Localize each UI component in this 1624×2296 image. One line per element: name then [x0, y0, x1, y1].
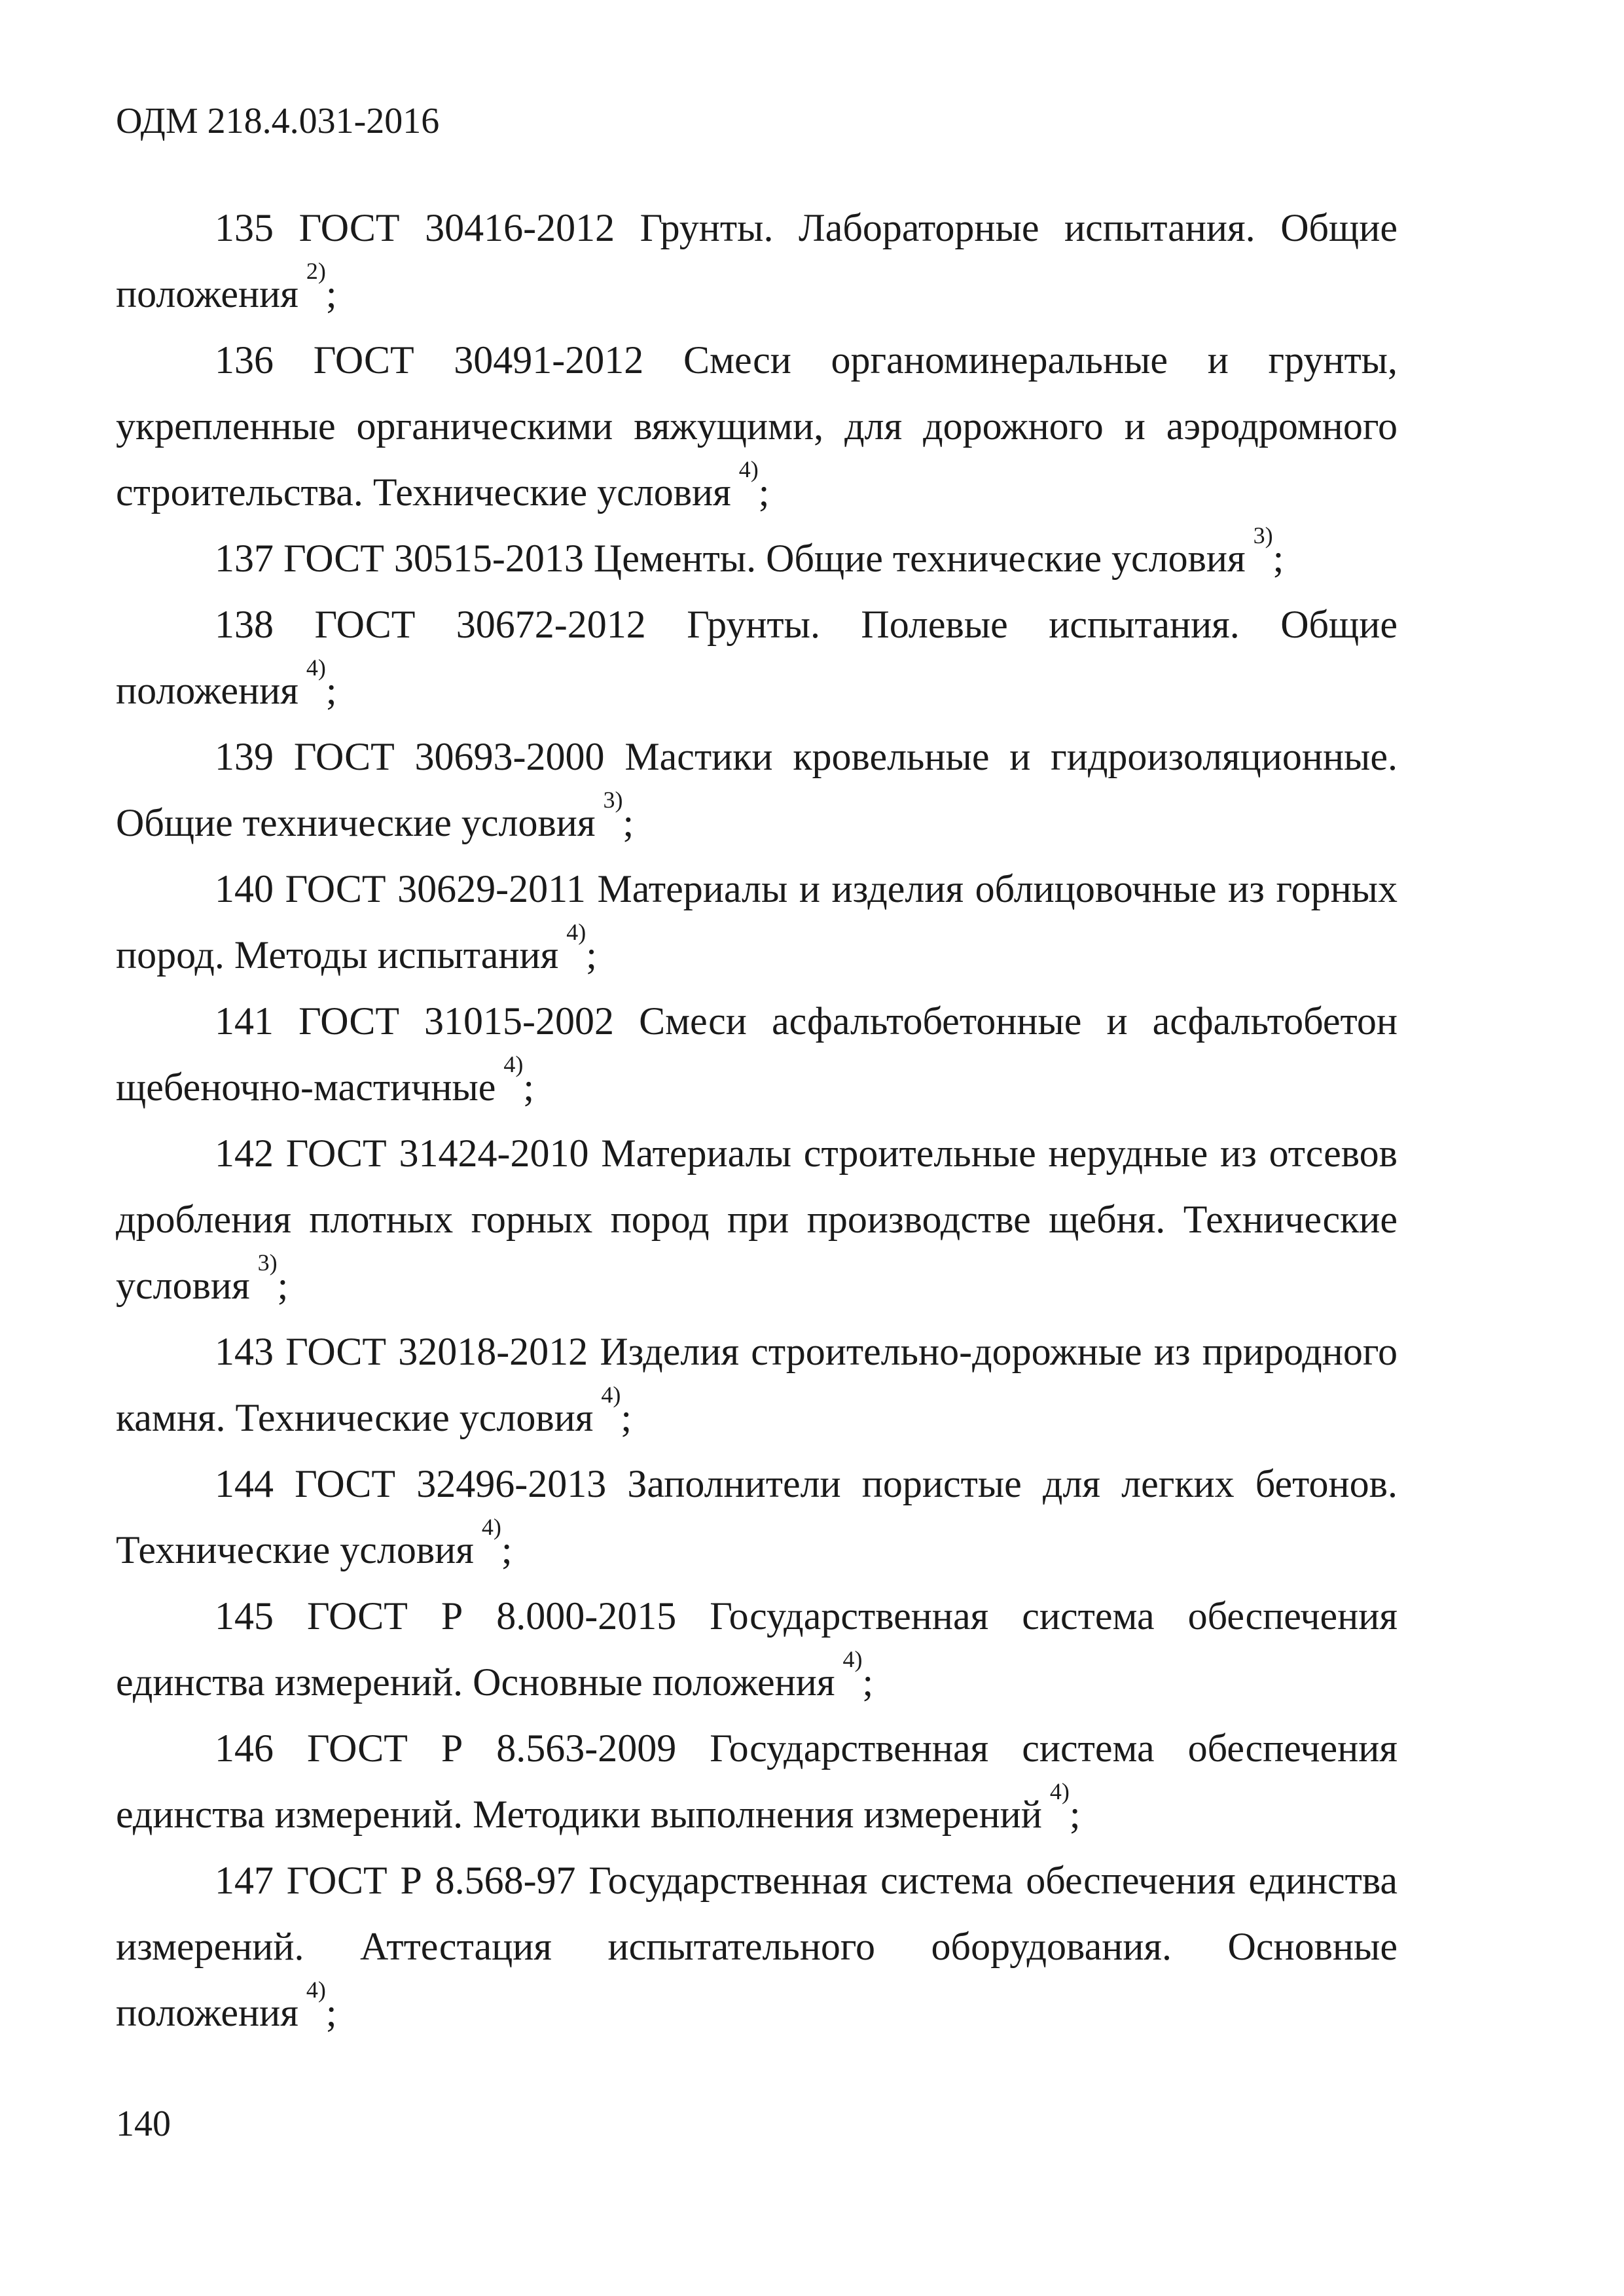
entry-terminator: ;: [621, 1396, 632, 1439]
entry-number: 140: [215, 867, 274, 910]
list-item: [116, 856, 1398, 988]
entry-terminator: ;: [1272, 537, 1284, 580]
entry-text: ГОСТ 30693-2000 Мастики кровельные и гидроизоляционные. Общие технические условия: [116, 735, 1398, 844]
document-header: ОДМ 218.4.031-2016: [116, 101, 440, 141]
entry-terminator: ;: [325, 669, 337, 712]
references-list: [116, 195, 1398, 2046]
entry-text: ГОСТ 30491-2012 Смеси органоминеральные и грунты, укрепленные органическими вяжущими, для дорожного и аэродромного строительства. Технические условия: [116, 338, 1398, 514]
entry-terminator: ;: [586, 933, 597, 977]
entry-number: 147: [215, 1859, 274, 1902]
entry-text: ГОСТ Р 8.568-97 Государственная система обеспечения единства измерений. Аттестация испытательного оборудования. Основные положения: [116, 1859, 1398, 2034]
entry-text: ГОСТ 32496-2013 Заполнители пористые для легких бетонов. Технические условия: [116, 1462, 1398, 1571]
entry-number: 139: [215, 735, 274, 778]
footnote-ref: 4): [601, 1382, 621, 1408]
entry-number: 142: [215, 1132, 274, 1175]
footnote-ref: 4): [566, 919, 586, 945]
list-item: [116, 724, 1398, 856]
entry-text: ГОСТ 30515-2013 Цементы. Общие технические условия: [283, 537, 1246, 580]
footnote-ref: 3): [1253, 522, 1273, 548]
entry-text: ГОСТ 30672-2012 Грунты. Полевые испытания. Общие положения: [116, 603, 1398, 712]
list-item: [116, 1319, 1398, 1451]
footnote-ref: 4): [503, 1051, 524, 1077]
entry-terminator: ;: [325, 272, 337, 315]
list-item: [116, 522, 1398, 592]
entry-number: 135: [215, 206, 274, 249]
entry-text: ГОСТ Р 8.563-2009 Государственная система обеспечения единства измерений. Методики выполнения измерений: [116, 1727, 1398, 1836]
entry-number: 144: [215, 1462, 274, 1505]
entry-terminator: ;: [623, 801, 634, 844]
entry-text: ГОСТ 30629-2011 Материалы и изделия облицовочные из горных пород. Методы испытания: [116, 867, 1398, 977]
entry-terminator: ;: [325, 1991, 337, 2034]
entry-terminator: ;: [501, 1528, 513, 1571]
footnote-ref: 4): [306, 655, 326, 681]
entry-number: 145: [215, 1594, 274, 1638]
list-item: [116, 988, 1398, 1121]
list-item: [116, 1583, 1398, 1715]
entry-number: 136: [215, 338, 274, 382]
entry-number: 143: [215, 1330, 274, 1373]
footnote-ref: 3): [603, 787, 623, 813]
entry-terminator: ;: [862, 1660, 874, 1704]
footnote-ref: 4): [481, 1514, 501, 1540]
list-item: [116, 1451, 1398, 1583]
entry-text: ГОСТ 30416-2012 Грунты. Лабораторные испытания. Общие положения: [116, 206, 1398, 315]
footnote-ref: 2): [306, 258, 326, 284]
entry-number: 138: [215, 603, 274, 646]
entry-terminator: ;: [277, 1264, 289, 1307]
footnote-ref: 4): [738, 456, 759, 482]
list-item: [116, 592, 1398, 724]
entry-terminator: ;: [758, 471, 770, 514]
list-item: [116, 1121, 1398, 1319]
footnote-ref: 4): [306, 1977, 326, 2003]
page-number: 140: [116, 2104, 171, 2144]
entry-terminator: ;: [523, 1066, 535, 1109]
entry-text: ГОСТ 31015-2002 Смеси асфальтобетонные и асфальтобетон щебеночно-мастичные: [116, 999, 1398, 1109]
entry-number: 141: [215, 999, 274, 1043]
footnote-ref: 3): [257, 1249, 278, 1276]
list-item: [116, 1848, 1398, 2046]
footnote-ref: 4): [1049, 1778, 1070, 1804]
entry-text: ГОСТ 32018-2012 Изделия строительно-дорожные из природного камня. Технические условия: [116, 1330, 1398, 1439]
entry-text: ГОСТ Р 8.000-2015 Государственная система обеспечения единства измерений. Основные положения: [116, 1594, 1398, 1704]
entry-number: 146: [215, 1727, 274, 1770]
list-item: [116, 327, 1398, 526]
entry-number: 137: [215, 537, 274, 580]
entry-terminator: ;: [1069, 1793, 1081, 1836]
entry-text: ГОСТ 31424-2010 Материалы строительные нерудные из отсевов дробления плотных горных пород при производстве щебня. Технические условия: [116, 1132, 1398, 1307]
list-item: [116, 195, 1398, 327]
footnote-ref: 4): [842, 1646, 863, 1672]
list-item: [116, 1715, 1398, 1848]
